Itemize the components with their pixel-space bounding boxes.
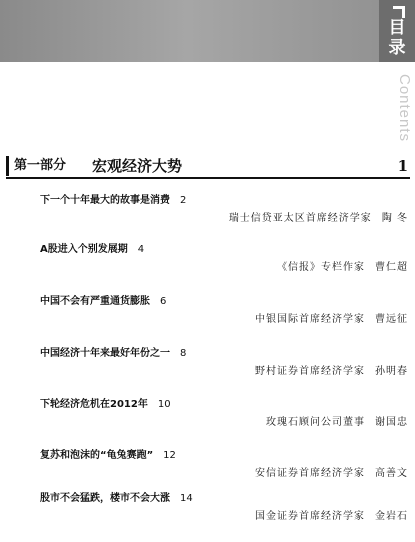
author-name: 陶 冬 (381, 213, 408, 224)
toc-entry[interactable] (40, 295, 408, 345)
entry-author: 玫瑰石顾问公司董事 谢国忠 (266, 417, 408, 428)
corner-bracket-icon (393, 6, 405, 18)
section-page-number: 1 (397, 157, 408, 175)
entry-author: 《信报》专栏作家 曹仁超 (277, 262, 408, 273)
contents-label: Contents (396, 74, 413, 143)
header-band (0, 0, 415, 62)
entry-title[interactable]: 下轮经济危机在2012年 10 (40, 399, 171, 410)
entry-page-number: 6 (160, 296, 167, 307)
entry-title[interactable]: 下一个十年最大的故事是消费 2 (40, 195, 187, 206)
toc-label: 目 录 (388, 18, 406, 58)
toc-entry[interactable] (40, 492, 408, 542)
toc-entry[interactable] (40, 398, 408, 448)
entry-page-number: 12 (163, 450, 176, 461)
entry-title[interactable]: A股进入个别发展期 4 (40, 244, 145, 255)
entry-title[interactable]: 中国不会有严重通货膨胀 6 (40, 296, 167, 307)
section-header (6, 156, 410, 180)
toc-entry[interactable] (40, 347, 408, 397)
entry-title[interactable]: 中国经济十年来最好年份之一 8 (40, 348, 187, 359)
entry-page-number: 4 (137, 244, 145, 255)
section-divider (6, 177, 410, 179)
author-name: 曹远征 (375, 314, 408, 325)
entry-title[interactable]: 复苏和泡沫的“龟兔赛跑” 12 (40, 450, 176, 461)
entry-author: 安信证券首席经济学家 高善文 (255, 468, 408, 479)
entry-page-number: 10 (157, 399, 171, 410)
author-name: 高善文 (375, 468, 408, 479)
author-name: 孙明春 (375, 366, 408, 377)
author-name: 谢国忠 (375, 417, 408, 428)
entry-page-number: 14 (180, 493, 193, 504)
entry-page-number: 8 (180, 348, 187, 359)
section-title[interactable]: 宏观经济大势 (92, 157, 183, 175)
entry-author: 野村证券首席经济学家 孙明春 (255, 366, 408, 377)
author-name: 金岩石 (375, 511, 408, 522)
entry-author: 中银国际首席经济学家 曹远征 (255, 314, 408, 325)
entry-page-number: 2 (180, 195, 187, 206)
toc-entry[interactable] (40, 243, 408, 293)
entry-author: 国金证券首席经济学家 金岩石 (255, 511, 408, 522)
author-name: 曹仁超 (375, 262, 408, 273)
section-part-label: 第一部分 (14, 158, 67, 173)
toc-entry[interactable] (40, 194, 408, 244)
section-marker (6, 156, 9, 176)
entry-title[interactable]: 股市不会猛跌，楼市不会大涨 14 (40, 493, 193, 504)
entry-author: 瑞士信贷亚太区首席经济学家 陶 冬 (228, 213, 408, 224)
